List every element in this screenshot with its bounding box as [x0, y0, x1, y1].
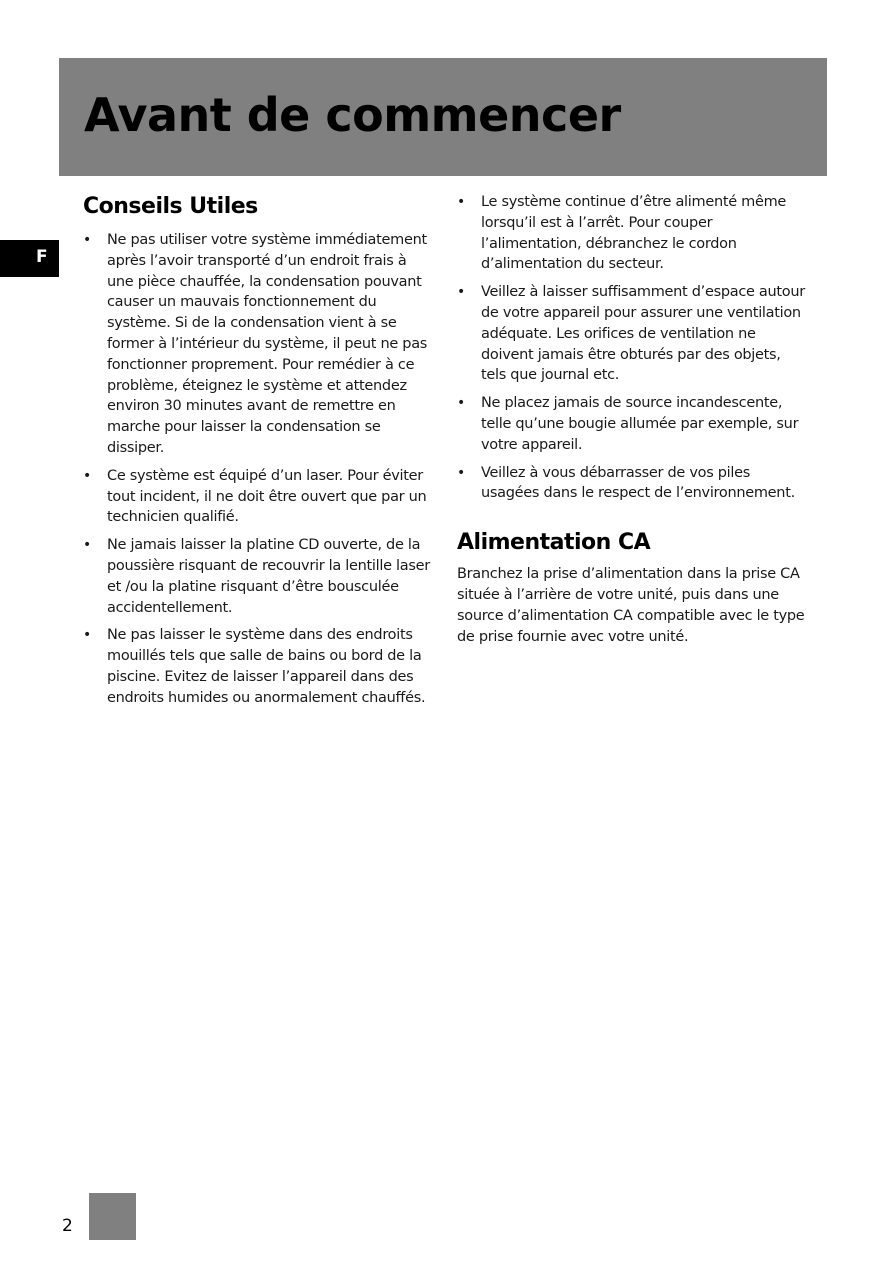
bullet-icon: • — [83, 232, 91, 248]
language-tab-label: F — [36, 247, 48, 267]
alimentation-paragraph: Branchez la prise d’alimentation dans la prise CA située à l’arrière de votre unité, puis dans une source d’alimentation CA compatible avec le type de prise fournie avec votre unité. — [457, 566, 805, 645]
bullet-icon: • — [457, 194, 465, 210]
bullet-icon: • — [457, 464, 465, 481]
page-corner-marker — [89, 1193, 136, 1240]
list-item-text: Veillez à laisser suffisamment d’espace autour de votre appareil pour assurer une ventilation adéquate. Les orifices de ventilation ne doivent jamais être obturés par des objets, tels que journal etc. — [481, 284, 805, 384]
conseils-list-continued — [457, 192, 807, 504]
section-title-conseils: Conseils Utiles — [83, 194, 258, 219]
page-title: Avant de commencer — [84, 88, 621, 142]
list-item-text: Ne pas utiliser votre système immédiatement après l’avoir transporté d’un endroit frais à une pièce chauffée, la condensation pouvant causer un mauvais fonctionnement du système. Si de la condensation vient à se former à l’intérieur du système, il peut ne pas fonctionner proprement. Pour remédier à ce problème, éteignez le système et attendez environ 30 minutes avant de remettre en marche pour laisser la condensation se dissiper. — [107, 232, 428, 456]
list-item — [457, 393, 807, 455]
list-item-text: Ce système est équipé d’un laser. Pour éviter tout incident, il ne doit être ouvert que par un technicien qualifié. — [107, 467, 427, 526]
bullet-icon: • — [83, 467, 91, 484]
list-item — [457, 463, 807, 505]
list-item — [83, 535, 433, 618]
list-item — [83, 625, 433, 708]
header-band — [59, 58, 827, 176]
list-item-text: Ne placez jamais de source incandescente, telle qu’une bougie allumée par exemple, sur votre appareil. — [481, 395, 799, 453]
right-column — [457, 192, 807, 647]
conseils-list — [83, 230, 433, 709]
list-item — [457, 192, 807, 275]
section-title-alimentation: Alimentation CA — [457, 530, 651, 556]
list-item-text: Le système continue d’être alimenté même lorsqu’il est à l’arrêt. Pour couper l’alimentation, débranchez le cordon d’alimentation du secteur. — [481, 194, 787, 273]
list-item-text: Ne jamais laisser la platine CD ouverte, de la poussière risquant de recouvrir la lentille laser et /ou la platine risquant d’être bousculée accidentellement. — [107, 537, 430, 616]
list-item — [457, 282, 807, 386]
bullet-icon: • — [457, 284, 465, 301]
left-column — [83, 192, 433, 716]
language-tab — [0, 240, 59, 277]
list-item-text: Veillez à vous débarrasser de vos piles usagées dans le respect de l’environnement. — [481, 464, 795, 502]
page-number: 2 — [62, 1216, 73, 1236]
bullet-icon: • — [83, 627, 91, 644]
bullet-icon: • — [457, 395, 465, 412]
list-item — [83, 466, 433, 528]
list-item-text: Ne pas laisser le système dans des endroits mouillés tels que salle de bains ou bord de la piscine. Evitez de laisser l’appareil dans des endroits humides ou anormalement chauffés. — [107, 627, 426, 706]
list-item — [83, 230, 433, 459]
bullet-icon: • — [83, 537, 91, 554]
